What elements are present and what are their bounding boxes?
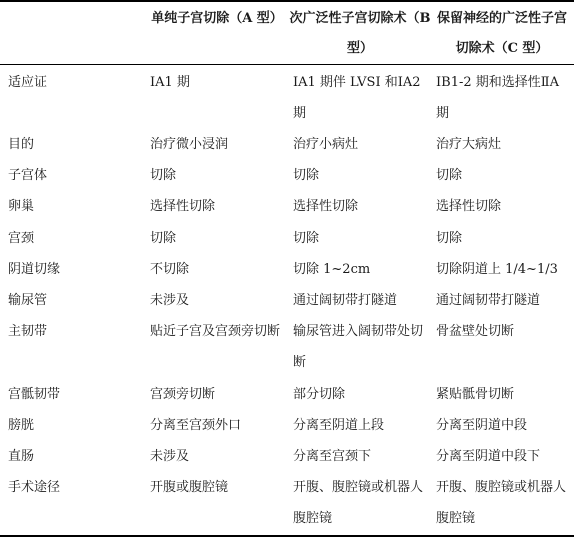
row-label: 适应证 [8,75,48,90]
table-bottom-rule [0,535,574,537]
table-top-rule [0,0,574,2]
cell-type-c: 通过阔韧带打隧道 [436,293,541,308]
cell-type-b: 分离至阴道上段 [293,418,385,433]
cell-type-b: 切除 1~2cm [293,262,371,277]
cell-type-b: 分离至宫颈下 [293,449,372,464]
cell-type-a: ⅠA1 期 [150,75,190,90]
cell-type-c: 切除 [436,168,463,183]
row-label: 宫骶韧带 [8,387,61,402]
cell-type-c: 紧贴骶骨切断 [436,387,515,402]
cell-type-a: 选择性切除 [150,199,216,214]
cell-type-c: 开腹、腹腔镜或机器人腹腔镜 [436,480,567,526]
column-header-type-c: 保留神经的广泛性子宫切除术（C 型） [436,11,567,56]
cell-type-c: 治疗大病灶 [436,137,502,152]
row-label: 膀胱 [8,418,35,433]
cell-type-a: 切除 [150,168,177,183]
cell-type-a: 分离至宫颈外口 [150,418,242,433]
table-header-rule [0,64,574,65]
cell-type-b: 通过阔韧带打隧道 [293,293,398,308]
cell-type-a: 未涉及 [150,293,190,308]
row-label: 子宫体 [8,168,48,183]
cell-type-a: 未涉及 [150,449,190,464]
cell-type-a: 宫颈旁切断 [150,387,216,402]
cell-type-b: 切除 [293,231,320,246]
row-label: 卵巢 [8,199,35,214]
cell-type-a: 不切除 [150,262,190,277]
cell-type-b: ⅠA1 期伴 LVSI 和ⅠA2 期 [293,75,421,121]
row-label: 直肠 [8,449,35,464]
cell-type-b: 选择性切除 [293,199,359,214]
cell-type-b: 输尿管进入阔韧带处切断 [293,324,424,370]
row-label: 阴道切缘 [8,262,61,277]
cell-type-c: 分离至阴道中段 [436,418,528,433]
cell-type-c: 切除 [436,231,463,246]
row-label: 宫颈 [8,231,35,246]
column-header-type-b: 次广泛性子宫切除术（B 型） [289,11,431,56]
cell-type-b: 部分切除 [293,387,346,402]
cell-type-b: 治疗小病灶 [293,137,359,152]
cell-type-b: 开腹、腹腔镜或机器人腹腔镜 [293,480,424,526]
cell-type-c: ⅠB1-2 期和选择性ⅡA 期 [436,75,559,121]
row-label: 手术途径 [8,480,61,495]
cell-type-a: 切除 [150,231,177,246]
cell-type-c: 切除阴道上 1/4~1/3 [436,262,558,277]
cell-type-a: 治疗微小浸润 [150,137,229,152]
row-label: 主韧带 [8,324,48,339]
cell-type-c: 分离至阴道中段下 [436,449,541,464]
cell-type-a: 开腹或腹腔镜 [150,480,229,495]
cell-type-a: 贴近子宫及宫颈旁切断 [150,324,281,339]
cell-type-c: 选择性切除 [436,199,502,214]
column-header-type-a: 单纯子宫切除（A 型） [151,11,283,26]
cell-type-c: 骨盆壁处切断 [436,324,515,339]
row-label: 输尿管 [8,293,48,308]
cell-type-b: 切除 [293,168,320,183]
row-label: 目的 [8,137,35,152]
